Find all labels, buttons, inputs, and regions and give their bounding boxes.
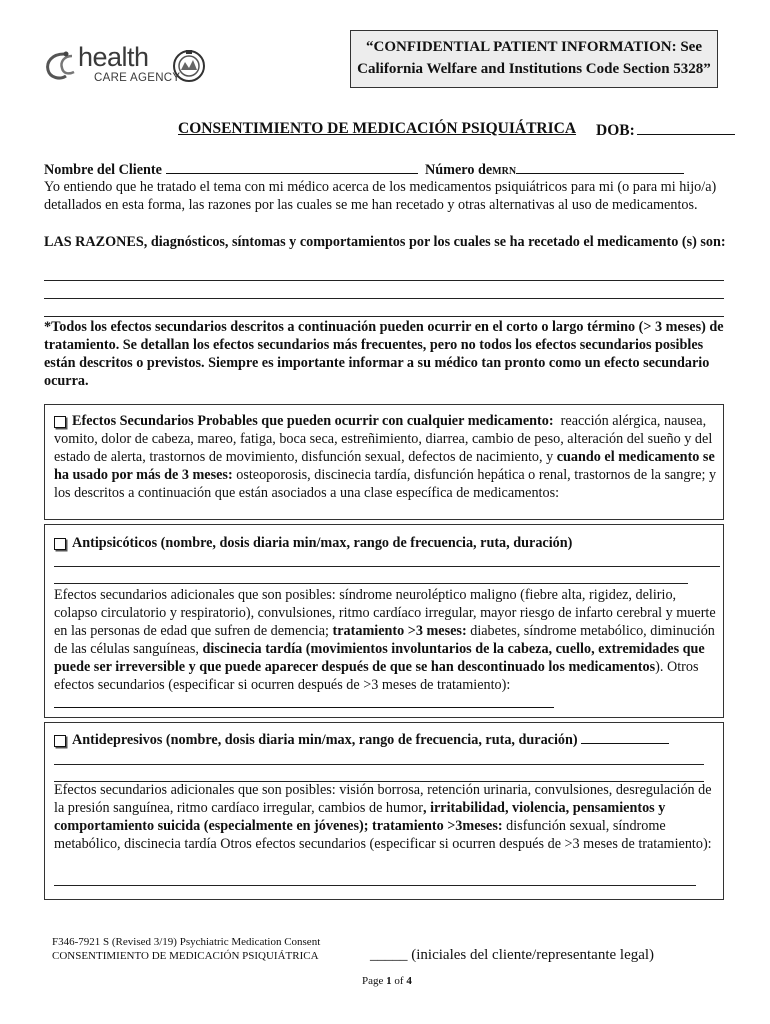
number-label: Número de	[425, 162, 493, 178]
antipsychotics-line-2[interactable]	[54, 583, 688, 584]
mrn-blank[interactable]	[516, 160, 684, 174]
side-effects-note: *Todos los efectos secundarios descritos a continuación pueden ocurrir en el corto o largo término (> 3 meses) de tratamiento. Se detallan los efectos secundarios más frecuentes, pero no todos los efectos secundarios posibles están descritos o previstos. Siempre es importante informar a su médico tan pronto como un efecto secundario ocurra.	[44, 319, 724, 389]
antidepressants-heading-row	[54, 730, 718, 749]
client-initials[interactable]	[370, 947, 654, 964]
probable-bold-2: cuando el medicamento se ha usado por más de 3 meses:	[54, 449, 715, 483]
antipsychotics-line-1[interactable]	[54, 566, 720, 567]
antipsychotics-text-3: ). Otros efectos secundarios (especificar si ocurren después de >3 meses de tratamiento):	[54, 659, 699, 693]
page-indicator	[362, 975, 412, 987]
page-total: 4	[406, 975, 412, 987]
initials-label: (iniciales del cliente/representante legal)	[411, 947, 655, 963]
page-of: of	[394, 975, 404, 987]
probable-heading: Efectos Secundarios Probables que pueden ocurrir con cualquier medicamento:	[72, 413, 554, 429]
dob-field[interactable]	[596, 120, 735, 140]
page-label: Page	[362, 975, 384, 987]
intro-paragraph: Yo entiendo que he tratado el tema con mi médico acerca de los medicamentos psiquiátricos para mi (o para mi hijo/a) detallados en esta forma, las razones por las cuales se me han recetado y otras alternativas al uso de medicamentos.	[44, 179, 717, 213]
antidepressants-checkbox[interactable]	[54, 735, 66, 747]
logo-swirl-icon	[44, 50, 80, 82]
antipsychotics-heading-row	[54, 534, 718, 552]
client-name-label: Nombre del Cliente	[44, 162, 162, 178]
antipsychotics-text-1: Efectos secundarios adicionales que son posibles: síndrome neuroléptico maligno (fiebre alta, rigidez, delirio, colapso circulatorio y respiratorio), convulsiones, ritmo cardíaco irregular, mayor riesgo de infarto cerebral y muerte en las personas de edad que sufren de demencia;	[54, 587, 716, 639]
antidepressants-text-2: disfunción sexual, síndrome metabólico, discinecia tardía Otros efectos secundarios (especificar si ocurren después de >3 meses de tratamiento):	[54, 818, 712, 852]
health-care-agency-logo	[44, 44, 214, 90]
antipsychotics-text	[54, 586, 722, 713]
dob-label: DOB:	[596, 122, 635, 139]
antipsychotics-bold-1: tratamiento >3 meses:	[332, 623, 467, 639]
logo-subtitle: CARE AGENCY	[94, 72, 181, 84]
probable-effects-checkbox[interactable]	[54, 416, 66, 428]
form-footer	[52, 935, 320, 963]
form-title: CONSENTIMIENTO DE MEDICACIÓN PSIQUIÁTRICA	[178, 120, 577, 137]
antidepressants-heading: Antidepresivos (nombre, dosis diaria min/max, rango de frecuencia, ruta, duración)	[72, 732, 578, 748]
antipsychotics-text-2: diabetes, síndrome metabólico, diminución de las células sanguíneas,	[54, 623, 715, 657]
probable-text-2: osteoporosis, discinecia tardía, disfunción hepática o renal, trastornos de la sangre; y los descritos a continuación que están asociados a una clase específica de medicamentos:	[54, 467, 717, 501]
antidepressants-bold-1: , irritabilidad, violencia, pensamientos y comportamiento suicida (especialmente en jóvenes); tratamiento >3meses:	[54, 800, 666, 834]
probable-effects-text	[54, 412, 718, 502]
form-footer-title: CONSENTIMIENTO DE MEDICACIÓN PSIQUIÁTRICA	[52, 950, 319, 962]
antidepressants-text	[54, 781, 722, 853]
antidepressants-heading-blank[interactable]	[581, 730, 669, 744]
mrn-label: MRN	[492, 166, 517, 177]
antipsychotics-other-blank[interactable]	[54, 694, 554, 708]
form-number: F346-7921 S (Revised 3/19) Psychiatric Medication Consent	[52, 936, 321, 948]
confidential-line-1: “CONFIDENTIAL PATIENT INFORMATION: See	[366, 39, 702, 55]
confidential-notice	[350, 30, 718, 88]
reasons-line-2[interactable]	[44, 298, 724, 299]
antipsychotics-checkbox[interactable]	[54, 538, 66, 550]
page-current: 1	[386, 975, 392, 987]
antidepressants-text-1: Efectos secundarios adicionales que son posibles: visión borrosa, retención urinaria, convulsiones, desregulación de la presión sanguínea, ritmo cardíaco irregular, cambios de humor	[54, 782, 712, 816]
reasons-line-3[interactable]	[44, 316, 724, 317]
initials-blank[interactable]: _____	[370, 947, 408, 963]
antidepressants-line-1[interactable]	[54, 764, 704, 765]
antipsychotics-bold-2: discinecia tardía (movimientos involuntarios de la cabeza, cuello, extremidades que puede ser irreversible y que puede aparecer después de que se han descontinuado los medicamentos	[54, 641, 705, 675]
reasons-line-1[interactable]	[44, 280, 724, 281]
county-seal-icon	[172, 48, 206, 84]
client-name-blank[interactable]	[166, 160, 418, 174]
reasons-label: LAS RAZONES, diagnósticos, síntomas y comportamientos por los cuales se ha recetado el medicamento (s) son:	[44, 234, 726, 250]
probable-text-1: reacción alérgica, nausea, vomito, dolor de cabeza, mareo, fatiga, boca seca, estreñimiento, diarrea, cambio de peso, alteración del sueño y del estado de alerta, trastornos de movimiento, disfunción sexual, defectos de nacimiento, y	[54, 413, 713, 465]
confidential-line-2: California Welfare and Institutions Code Section 5328”	[357, 61, 711, 77]
dob-blank[interactable]	[637, 120, 735, 135]
antipsychotics-heading: Antipsicóticos (nombre, dosis diaria min/max, rango de frecuencia, ruta, duración)	[72, 535, 573, 551]
antidepressants-other-line[interactable]	[54, 885, 696, 886]
logo-wordmark: health	[78, 42, 149, 72]
